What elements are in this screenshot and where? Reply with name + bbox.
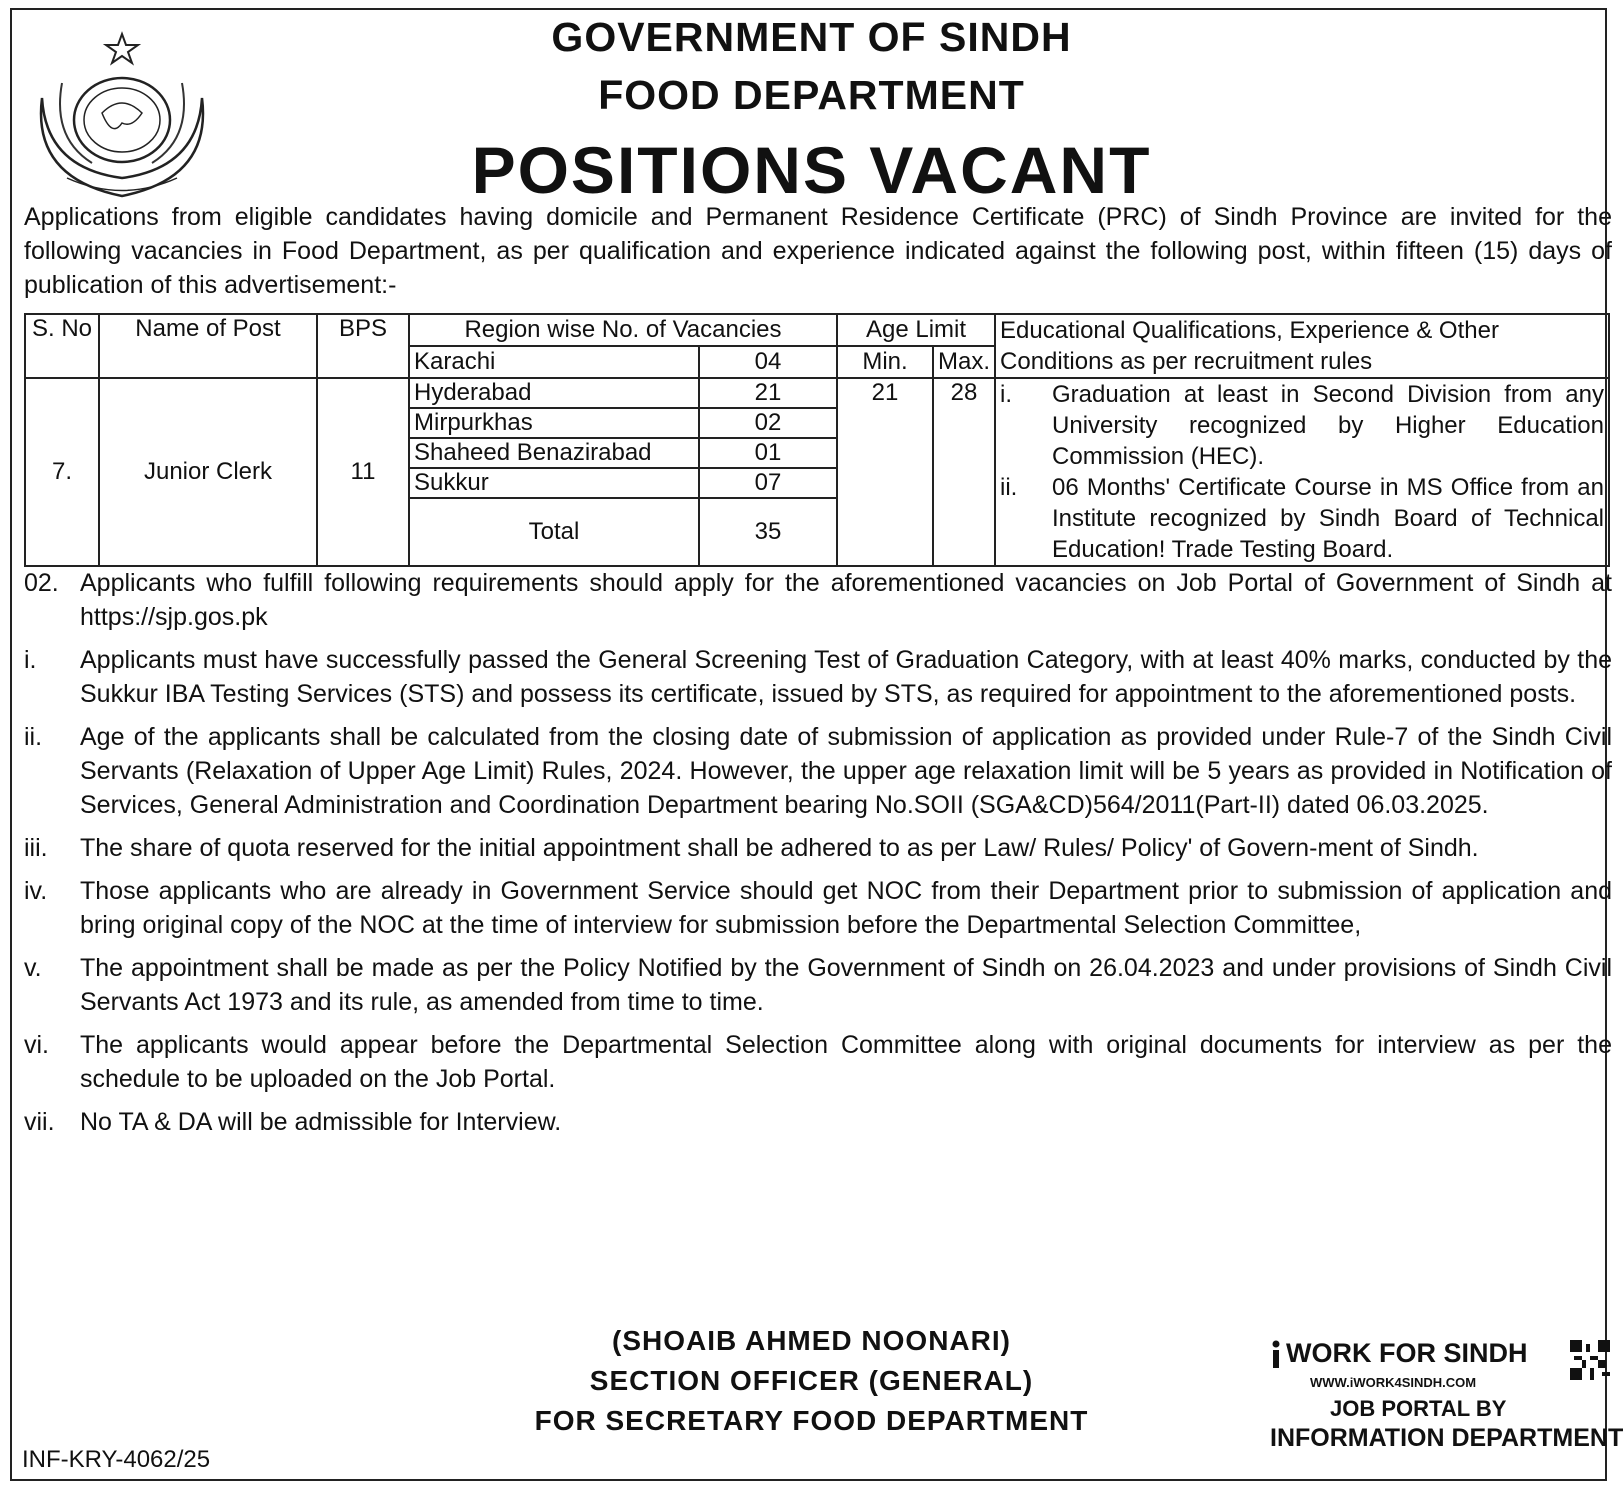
qualification-text: 06 Months' Certificate Course in MS Office from an Institute recognized by Sindh Board of Technical Education! Trade Testing Board. [1052,474,1604,563]
signatory-for: FOR SECRETARY FOOD DEPARTMENT [534,1405,1089,1436]
item-label: v. [24,954,42,982]
qualifications-cell [995,378,1609,566]
i-person-icon [1270,1340,1282,1368]
total-value: 35 [699,498,837,566]
item-label: iii. [24,834,48,862]
header-edu-line1: Educational Qualifications, Experience & Other [1000,317,1499,344]
header-edu-line2: Conditions as per recruitment rules [1000,348,1373,375]
row-sno: 7. [25,378,99,566]
region-count: 01 [699,438,837,468]
item-text: Age of the applicants shall be calculated from the closing date of submission of application as provided under Rule-7 of the Sindh Civil Servants (Relaxation of Upper Age Limit) Rules, 2024. However, the upper age relaxation limit will be 5 years as provided in Notification of Services, General Administration and Coordination Department bearing No.SOII (SGA&CD)564/2011(Part-II) dated 06.03.2025. [80,723,1612,819]
header-edu [995,314,1609,378]
header-age-min: Min. [837,346,933,378]
region-name: Sukkur [409,468,699,498]
qualification-item [1000,472,1604,565]
header-region: Region wise No. of Vacancies [409,314,837,346]
qualification-text: Graduation at least in Second Division from any University recognized by Higher Education Commission (HEC). [1052,381,1604,470]
signatory-name: (SHOAIB AHMED NOONARI) [612,1325,1011,1356]
list-item [24,874,1612,942]
item-text: No TA & DA will be admissible for Interview. [80,1108,562,1136]
header-post: Name of Post [99,314,317,378]
region-name: Mirpurkhas [409,408,699,438]
age-max-value: 28 [933,378,995,566]
row-post: Junior Clerk [99,378,317,566]
total-label: Total [409,498,699,566]
item-label: vi. [24,1031,49,1059]
list-item [24,566,1612,634]
conditions-list [24,566,1612,1148]
portal-by-line2: INFORMATION DEPARTMENT [1270,1424,1623,1452]
qualification-num: i. [1000,381,1013,408]
item-label: ii. [24,723,43,751]
qualification-num: ii. [1000,474,1018,501]
list-item [24,643,1612,711]
region-count: 02 [699,408,837,438]
header-bps: BPS [317,314,409,378]
list-item [24,951,1612,1019]
item-text: The share of quota reserved for the initial appointment shall be adhered to as per Law/ Rules/ Policy' of Govern-ment of Sindh. [80,834,1479,862]
item-text: Those applicants who are already in Government Service should get NOC from their Department prior to submission of application and bring original copy of the NOC at the time of interview for submission before the Departmental Selection Committee, [80,877,1612,939]
item-text: Applicants who fulfill following requirements should apply for the aforementioned vacancies on Job Portal of Government of Sindh at https://sjp.gos.pk [80,569,1612,631]
vacancy-table [24,313,1610,567]
region-name: Karachi [409,346,699,378]
item-text: The appointment shall be made as per the Policy Notified by the Government of Sindh on 26.04.2023 and under provisions of Sindh Civil Servants Act 1973 and its rule, as amended from time to time. [80,954,1612,1016]
header-age: Age Limit [837,314,995,346]
signatory-designation: SECTION OFFICER (GENERAL) [589,1365,1034,1396]
row-bps: 11 [317,378,409,566]
header-sno: S. No [25,314,99,378]
item-text: The applicants would appear before the Departmental Selection Committee along with original documents for interview as per the schedule to be uploaded on the Job Portal. [80,1031,1612,1093]
government-heading: GOVERNMENT OF SINDH [551,14,1072,60]
item-label: i. [24,646,37,674]
region-name: Shaheed Benazirabad [409,438,699,468]
region-count: 21 [699,378,837,408]
intro-paragraph: Applications from eligible candidates having domicile and Permanent Residence Certificate (PRC) of Sindh Province are invited for the following vacancies in Food Department, as per qualification and experience indicated against the following post, within fifteen (15) days of publication of this advertisement:- [24,203,1612,299]
page-title: POSITIONS VACANT [471,133,1152,207]
item-label: vii. [24,1108,55,1136]
region-name: Hyderabad [409,378,699,408]
region-count: 07 [699,468,837,498]
list-item [24,1028,1612,1096]
qr-code-icon [1570,1340,1610,1380]
age-min-value: 21 [837,378,933,566]
region-count: 04 [699,346,837,378]
reference-number: INF-KRY-4062/25 [22,1446,211,1473]
list-item [24,831,1612,865]
list-item [24,720,1612,822]
portal-url: WWW.iWORK4SINDH.COM [1310,1375,1477,1390]
header-age-max: Max. [933,346,995,378]
list-item [24,1105,1612,1139]
item-label: 02. [24,569,59,597]
qualification-item [1000,379,1604,472]
item-label: iv. [24,877,48,905]
department-heading: FOOD DEPARTMENT [598,72,1025,118]
portal-brand: WORK FOR SINDH [1286,1338,1528,1368]
item-text: Applicants must have successfully passed the General Screening Test of Graduation Category, with at least 40% marks, conducted by the Sukkur IBA Testing Services (STS) and possess its certificate, issued by STS, as required for appointment to the aforementioned posts. [80,646,1612,708]
portal-by-line1: JOB PORTAL BY [1330,1396,1507,1421]
